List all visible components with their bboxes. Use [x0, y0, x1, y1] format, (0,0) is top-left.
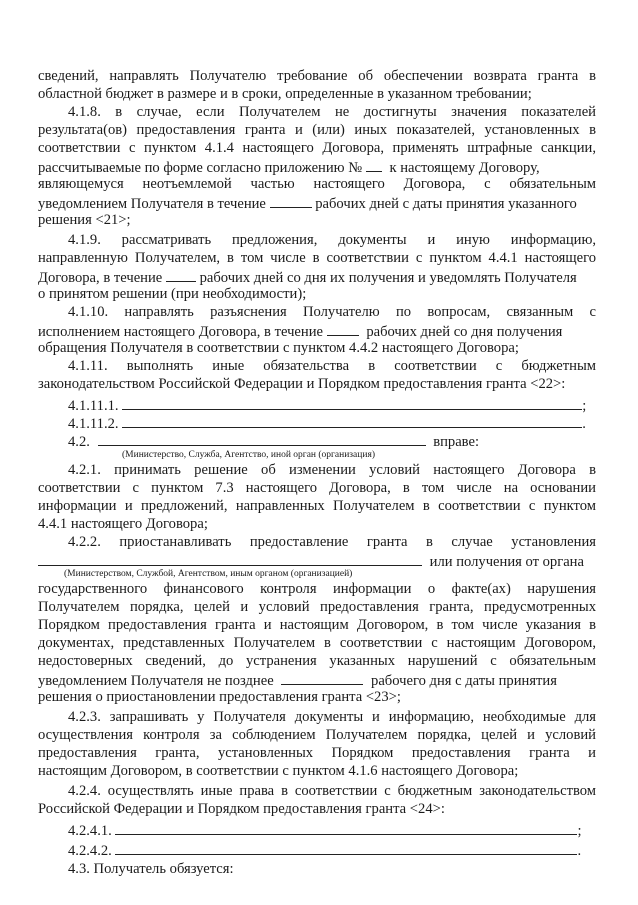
text-line: результата(ов) предоставления гранта и (или) иных показателей, установленных в: [38, 122, 596, 138]
text-segment: 4.1.11.2.: [68, 416, 119, 432]
text-line: обращения Получателя в соответствии с пунктом 4.4.2 настоящего Договора;: [38, 340, 519, 356]
text-segment: 4.2.: [68, 434, 90, 450]
clause-4-3: 4.3. Получатель обязуется:: [68, 861, 234, 877]
clause-4-2-2: 4.2.2. приостанавливать предоставление гранта в случае установления: [68, 534, 596, 550]
clause-4-1-11-2: [68, 414, 586, 433]
text-line: сведений, направлять Получателю требование об обеспечении возврата гранта в: [38, 68, 596, 84]
clause-4-2-4-2: [68, 841, 581, 860]
text-line: [38, 671, 557, 690]
clause-4-2-4-1: [68, 821, 582, 840]
text-line: решения <21>;: [38, 212, 131, 228]
clause-4-1-11: 4.1.11. выполнять иные обязательства в соответствии с бюджетным: [68, 358, 596, 374]
text-segment: 4.1.11.1.: [68, 398, 119, 414]
clause-4-2: [68, 432, 479, 451]
text-line: законодательством Российской Федерации и Порядком предоставления гранта <22>:: [38, 376, 566, 392]
text-segment: уведомлением Получателя в течение: [38, 196, 266, 212]
text-line: соответствии с пунктом 4.1.4 настоящего Договора, применять штрафные санкции,: [38, 140, 596, 156]
text-line: недостоверных сведений, до устранения указанных нарушений с обязательным: [38, 653, 596, 669]
clause-4-1-10: 4.1.10. направлять разъяснения Получателю по вопросам, связанным с: [68, 304, 596, 320]
blank-field: [281, 671, 363, 685]
text-line: [38, 322, 562, 341]
text-line: настоящим Договором, в соответствии с пунктом 4.1.6 настоящего Договора;: [38, 763, 519, 779]
clause-4-2-3: 4.2.3. запрашивать у Получателя документы и информацию, необходимые для: [68, 709, 596, 725]
text-segment: Договора, в течение: [38, 270, 163, 286]
clause-4-1-11-1: [68, 396, 586, 415]
text-line: областной бюджет в размере и в сроки, определенные в указанном требовании;: [38, 86, 532, 102]
text-segment: ;: [577, 823, 582, 839]
text-line: осуществления контроля за соблюдением Получателем порядка, целей и условий: [38, 727, 596, 743]
text-line: соответствии с пунктом 7.3 настоящего Договора, в том числе на основании: [38, 480, 596, 496]
text-line: являющемуся неотъемлемой частью настоящего Договора, с обязательным: [38, 176, 596, 192]
blank-field: [122, 396, 582, 410]
blank-field: [366, 158, 382, 172]
clause-4-1-9: 4.1.9. рассматривать предложения, документы и иную информацию,: [68, 232, 596, 248]
text-line: 4.4.1 настоящего Договора;: [38, 516, 208, 532]
text-segment: рассчитываемые по форме согласно приложению №: [38, 160, 363, 176]
text-line: предоставления гранта, установленных Порядком предоставления гранта и: [38, 745, 596, 761]
clause-4-1-8: 4.1.8. в случае, если Получателем не достигнуты значения показателей: [68, 104, 596, 120]
text-line: информации и предложений, направленных Получателем в соответствии с пунктом: [38, 498, 596, 514]
text-segment: или получения от органа: [429, 554, 584, 570]
text-line: Получателем порядка, целей и условий предоставления гранта, предусмотренных: [38, 599, 596, 615]
text-line: документах, представленных Получателем в соответствии с настоящим Договором,: [38, 635, 596, 651]
blank-field: [270, 194, 312, 208]
blank-field: [115, 821, 577, 835]
field-caption: (Министерством, Службой, Агентством, иным органом (организацией): [64, 569, 353, 579]
text-segment: 4.2.4.2.: [68, 843, 112, 859]
text-segment: .: [577, 843, 582, 859]
text-segment: исполнением настоящего Договора, в течение: [38, 324, 323, 340]
text-segment: к настоящему Договору,: [389, 160, 540, 176]
text-segment: ;: [582, 398, 587, 414]
text-segment: рабочих дней со дня получения: [366, 324, 563, 340]
text-segment: уведомлением Получателя не позднее: [38, 673, 274, 689]
blank-field: [327, 322, 359, 336]
text-line: государственного финансового контроля информации о факте(ах) нарушения: [38, 581, 596, 597]
text-line: о принятом решении (при необходимости);: [38, 286, 307, 302]
blank-field: [122, 414, 582, 428]
text-segment: рабочего дня с даты принятия: [371, 673, 557, 689]
field-caption: (Министерство, Служба, Агентство, иной орган (организация): [122, 450, 375, 460]
text-line: [38, 158, 598, 177]
text-segment: .: [582, 416, 586, 432]
text-segment: рабочих дней со дня их получения и уведомлять Получателя: [199, 270, 577, 286]
text-line: [38, 268, 577, 287]
text-line: Российской Федерации и Порядком предоставления гранта <24>:: [38, 801, 445, 817]
text-segment: рабочих дней с даты принятия указанного: [315, 196, 577, 212]
blank-field: [166, 268, 196, 282]
blank-field: [38, 552, 422, 566]
blank-field: [98, 432, 426, 446]
text-segment: вправе:: [433, 434, 480, 450]
clause-4-2-4: 4.2.4. осуществлять иные права в соответствии с бюджетным законодательством: [68, 783, 596, 799]
text-line: Порядком предоставления гранта и настоящим Договором, в том числе указания в: [38, 617, 596, 633]
text-segment: 4.2.4.1.: [68, 823, 112, 839]
text-line: решения о приостановлении предоставления гранта <23>;: [38, 689, 401, 705]
text-line: [38, 194, 577, 213]
blank-field: [115, 841, 577, 855]
text-line: направленную Получателем, в том числе в соответствии с пунктом 4.4.1 настоящего: [38, 250, 596, 266]
clause-4-2-1: 4.2.1. принимать решение об изменении условий настоящего Договора в: [68, 462, 596, 478]
